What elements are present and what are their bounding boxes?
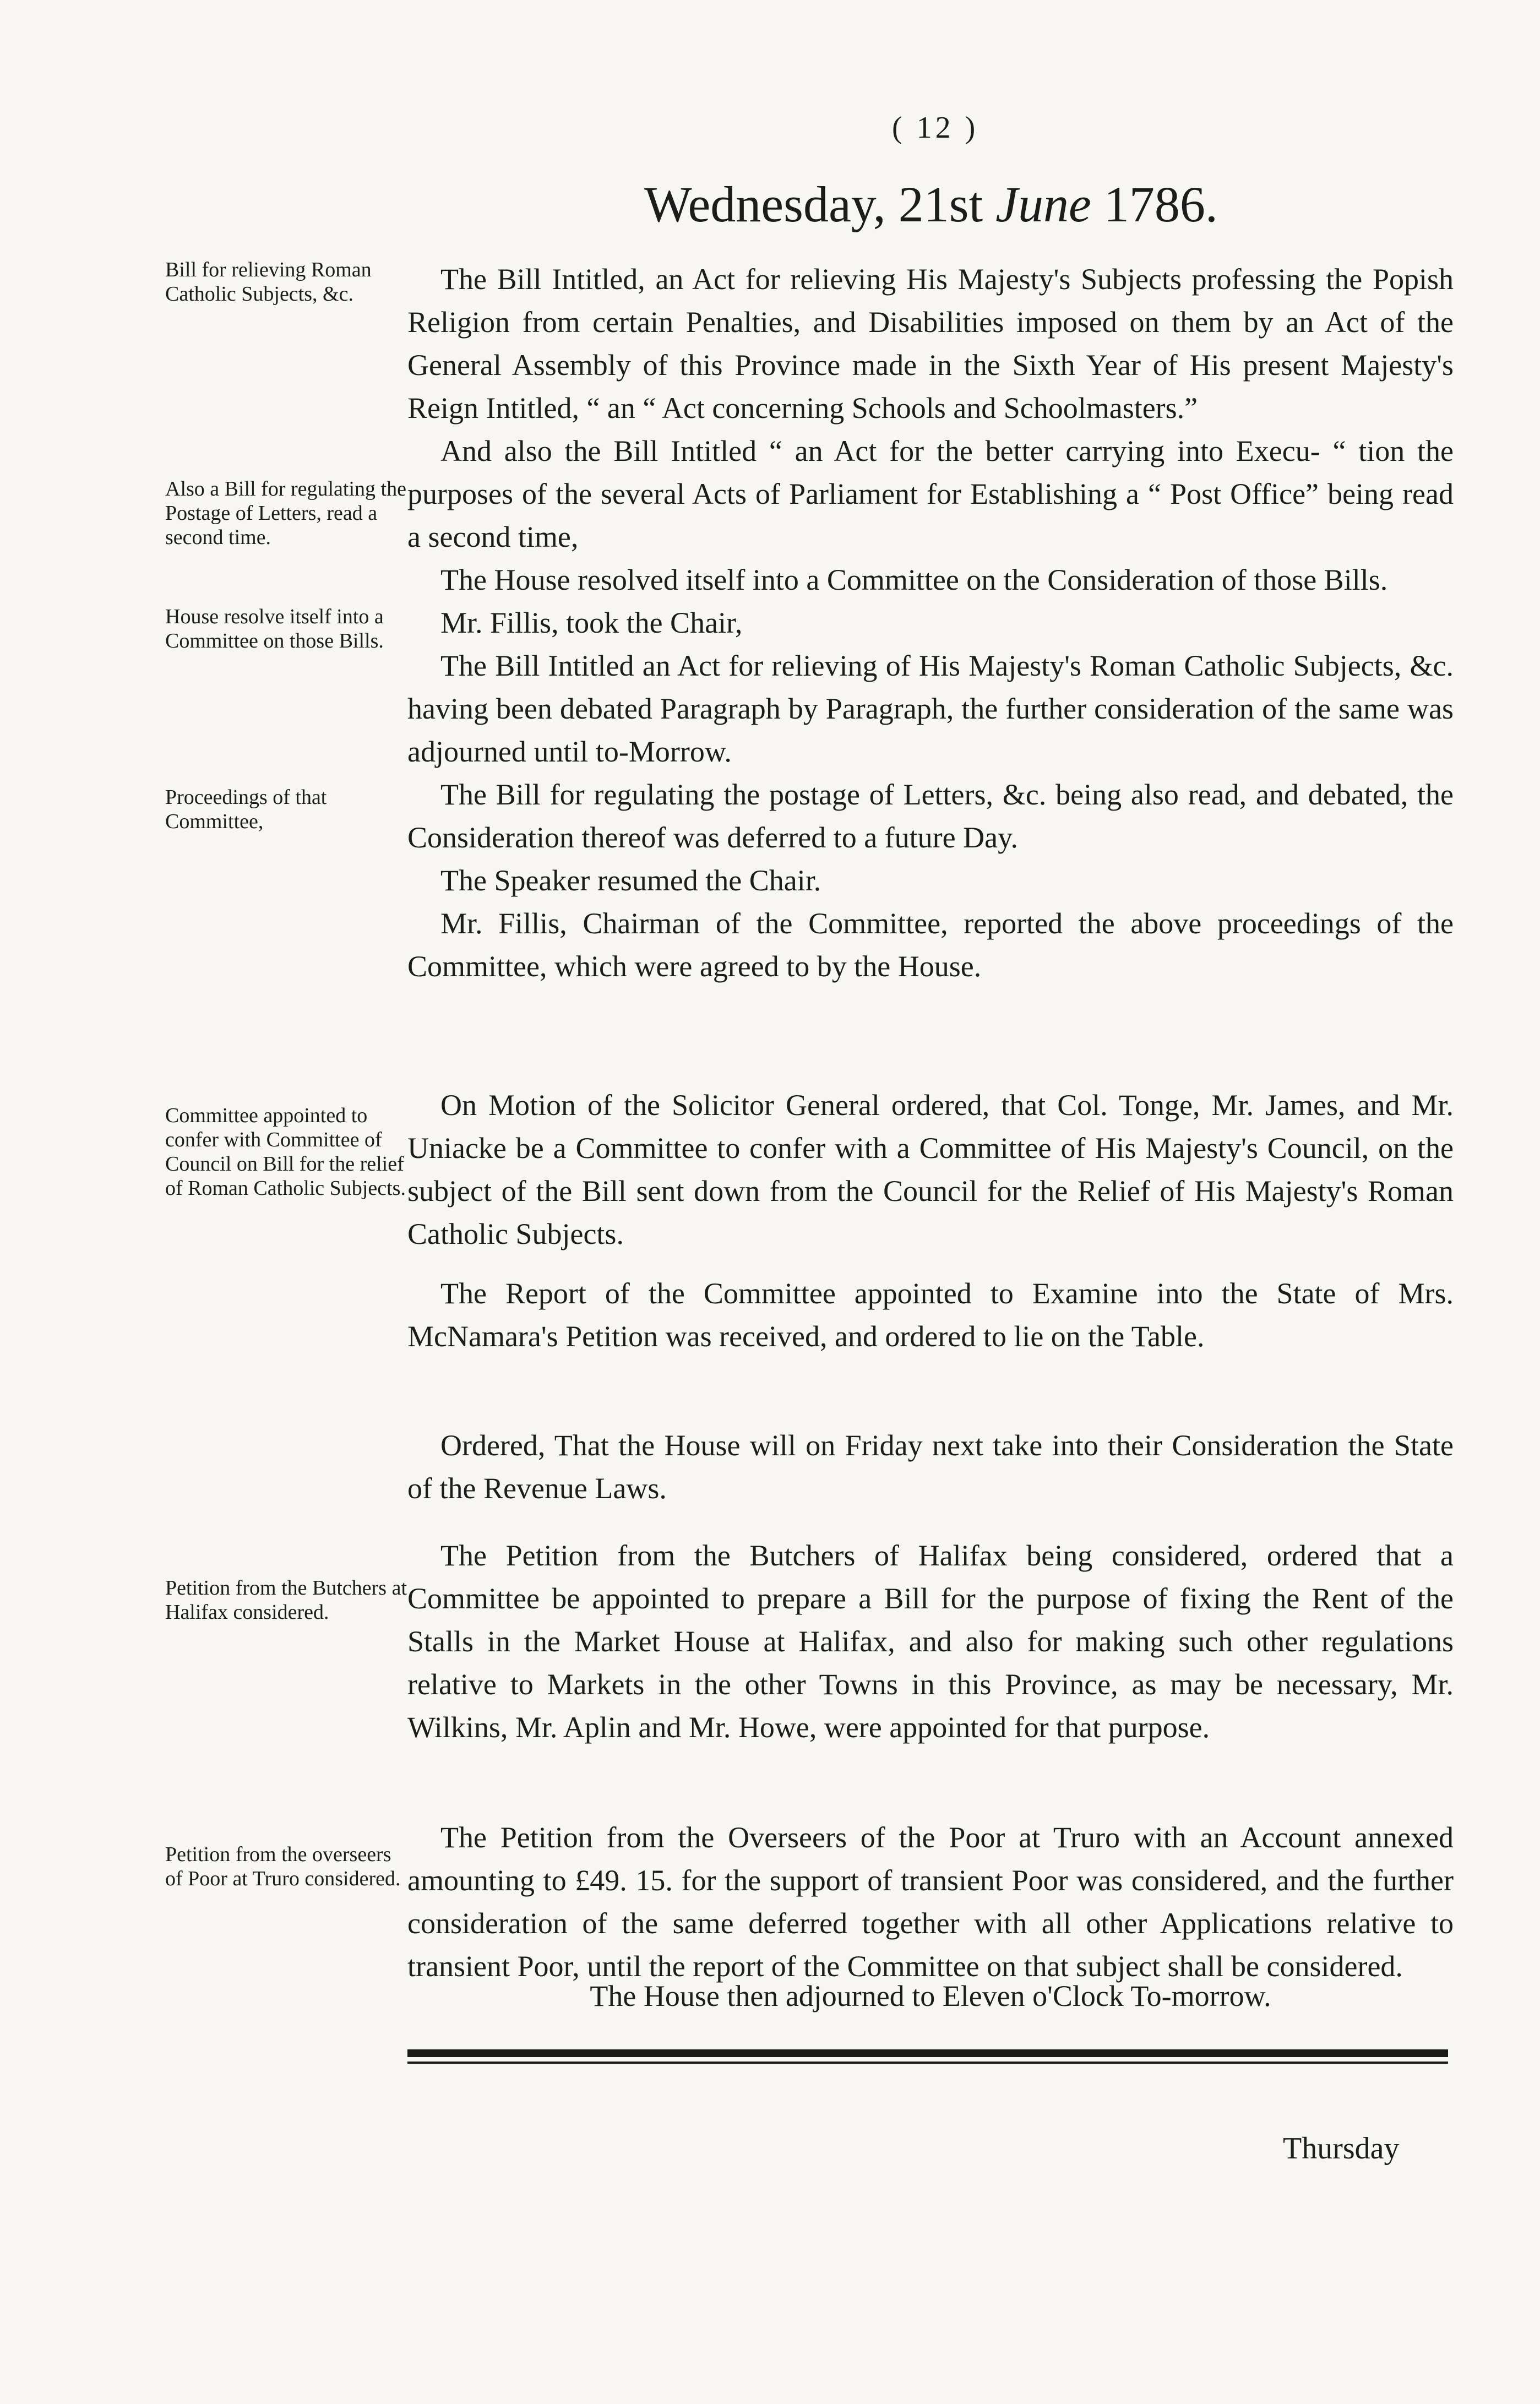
margin-note-house-committee: House resolve itself into a Committee on those Bills. — [165, 605, 384, 652]
section-rule-thin — [407, 2062, 1448, 2064]
paragraph-speaker-resumed: The Speaker resumed the Chair. — [440, 864, 821, 897]
heading-date-number: 21st — [898, 176, 983, 232]
main-block-4 — [407, 1424, 1454, 1510]
paragraph-mcnamara-report: The Report of the Committee appointed to Examine into the State of Mrs. McNamara's Petition was received, and ordered to lie on the Table. — [407, 1277, 1454, 1353]
paragraph-chairman-report: Mr. Fillis, Chairman of the Committee, reported the above proceedings of the Committee, which were agreed to by the House. — [407, 907, 1454, 983]
paragraph-committee-appointed: On Motion of the Solicitor General ordered, that Col. Tonge, Mr. James, and Mr. Uniacke be a Committee to confer with a Committee of His Majesty's Council, on the subject of the Bill sent down from the Council for the Relief of His Majesty's Roman Catholic Subjects. — [407, 1089, 1454, 1250]
paragraph-house-resolved: The House resolved itself into a Committee on the Consideration of those Bills. — [440, 563, 1388, 596]
date-heading — [644, 175, 1218, 233]
heading-month: June — [995, 176, 1091, 232]
catchword: Thursday — [1283, 2131, 1400, 2166]
paragraph-bill-debated: The Bill Intitled an Act for relieving of His Majesty's Roman Catholic Subjects, &c. having been debated Paragraph by Paragraph, the further consideration of the same was adjourned until to-Morrow. — [407, 649, 1454, 768]
main-block-6 — [407, 1816, 1454, 1988]
page-number: ( 12 ) — [892, 111, 979, 145]
margin-note-truro-petition: Petition from the overseers of Poor at Truro considered. — [165, 1843, 401, 1890]
section-rule-thick — [407, 2049, 1448, 2057]
paragraph-butchers-petition: The Petition from the Butchers of Halifax being considered, ordered that a Committee be appointed to prepare a Bill for the purpose of fixing the Rent of the Stalls in the Market House at Halifax, and also for making such other regulations relative to Markets in the other Towns in this Province, as may be necessary, Mr. Wilkins, Mr. Aplin and Mr. Howe, were appointed for that purpose. — [407, 1539, 1454, 1744]
main-block-7 — [407, 1975, 1454, 2017]
main-block-5 — [407, 1534, 1454, 1749]
paragraph-postage-deferred: The Bill for regulating the postage of Letters, &c. being also read, and debated, the Consideration thereof was deferred to a future Day. — [407, 778, 1454, 854]
main-block-2 — [407, 1084, 1454, 1255]
main-block-1 — [407, 258, 1454, 988]
margin-note-postage-bill: Also a Bill for regulating the Postage of Letters, read a second time. — [165, 477, 406, 549]
margin-note-roman-catholic-bill: Bill for relieving Roman Catholic Subjects, &c. — [165, 258, 372, 306]
paragraph-adjournment: The House then adjourned to Eleven o'Clock To-morrow. — [590, 1979, 1271, 2013]
paragraph-chair-taken: Mr. Fillis, took the Chair, — [440, 606, 743, 639]
main-block-3 — [407, 1272, 1454, 1358]
paragraph-postage-bill: And also the Bill Intitled “ an Act for the better carrying into Execu- “ tion the purposes of the several Acts of Parliament for Establishing a “ Post Office” being read a second time, — [407, 434, 1454, 553]
margin-note-butchers-petition: Petition from the Butchers at Halifax considered. — [165, 1576, 407, 1624]
paragraph-truro-petition: The Petition from the Overseers of the Poor at Truro with an Account annexed amounting to £49. 15. for the support of transient Poor was considered, and the further consideration of the same deferred together with all other Applications relative to transient Poor, until the report of the Committee on that subject shall be considered. — [407, 1821, 1454, 1983]
paragraph-roman-catholic-bill: The Bill Intitled, an Act for relieving His Majesty's Subjects professing the Popish Religion from certain Penalties, and Disabilities imposed on them by an Act of the General Assembly of this Province made in the Sixth Year of His present Majesty's Reign Intitled, “ an “ Act concerning Schools and Schoolmasters.” — [407, 263, 1454, 425]
paragraph-revenue-laws: Ordered, That the House will on Friday next take into their Consideration the State of the Revenue Laws. — [407, 1429, 1454, 1505]
margin-note-committee-appointed: Committee appointed to confer with Committee of Council on Bill for the relief of Roman Catholic Subjects. — [165, 1104, 406, 1200]
margin-note-proceedings: Proceedings of that Committee, — [165, 786, 327, 833]
heading-day: Wednesday, — [644, 176, 886, 232]
heading-year: 1786. — [1103, 176, 1218, 232]
